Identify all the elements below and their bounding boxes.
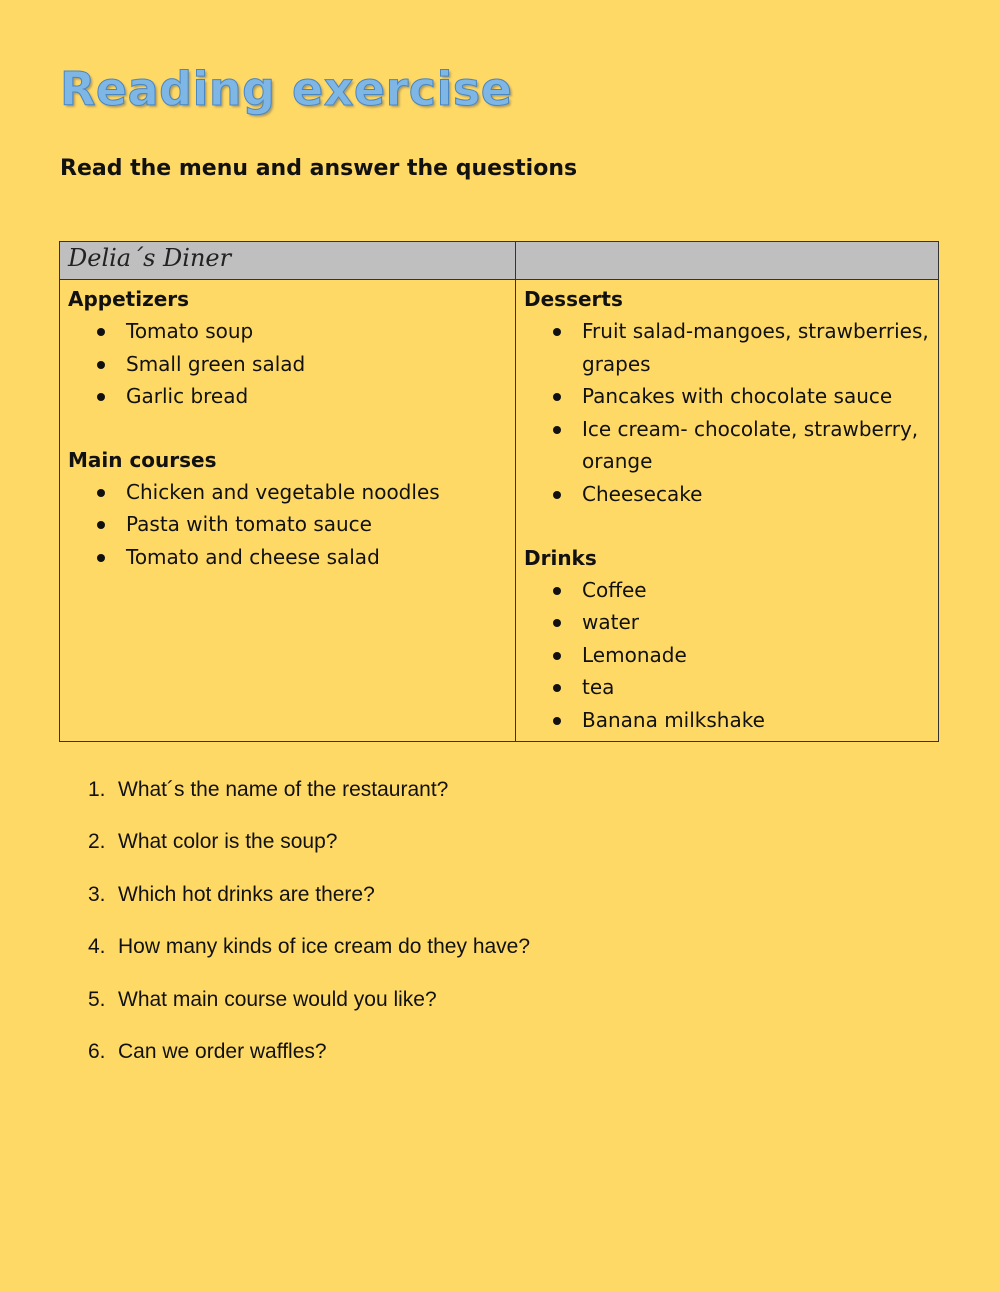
list-item: Garlic bread bbox=[126, 380, 507, 413]
restaurant-name-cell bbox=[60, 242, 516, 280]
question-number: 3. bbox=[88, 882, 106, 906]
list-item: Pasta with tomato sauce bbox=[126, 508, 507, 541]
list-item: Tomato and cheese salad bbox=[126, 541, 507, 574]
drinks-heading: Drinks bbox=[524, 545, 597, 570]
menu-left-column bbox=[60, 280, 516, 742]
menu-body-row bbox=[60, 280, 939, 742]
list-item: Cheesecake bbox=[582, 478, 930, 511]
question-item bbox=[88, 883, 530, 935]
instructions: Read the menu and answer the questions bbox=[60, 156, 578, 181]
main-courses-heading: Main courses bbox=[68, 447, 217, 472]
list-item: Lemonade bbox=[582, 639, 930, 672]
question-number: 1. bbox=[88, 778, 106, 801]
desserts-list bbox=[524, 315, 930, 511]
menu-right-column bbox=[516, 280, 939, 742]
list-item: Tomato soup bbox=[126, 315, 507, 348]
question-number: 6. bbox=[88, 1039, 106, 1063]
question-item bbox=[88, 935, 530, 987]
question-text: Which hot drinks are there? bbox=[118, 882, 375, 906]
page-title: Reading exercise bbox=[60, 62, 513, 116]
question-text: How many kinds of ice cream do they have? bbox=[118, 935, 531, 959]
restaurant-name: Delia´s Diner bbox=[68, 244, 232, 272]
question-item bbox=[88, 778, 530, 830]
appetizers-heading: Appetizers bbox=[68, 287, 190, 311]
drinks-list bbox=[524, 574, 930, 737]
list-item: Small green salad bbox=[126, 348, 507, 381]
desserts-heading: Desserts bbox=[524, 287, 623, 311]
list-item: Pancakes with chocolate sauce bbox=[582, 380, 930, 413]
list-item: Chicken and vegetable noodles bbox=[126, 476, 507, 509]
appetizers-list bbox=[68, 315, 507, 413]
main-courses-list bbox=[68, 476, 507, 574]
questions-list bbox=[88, 778, 530, 1092]
question-text: What´s the name of the restaurant? bbox=[118, 778, 449, 801]
empty-header-cell bbox=[516, 242, 939, 280]
list-item: Fruit salad-mangoes, strawberries, grapes bbox=[582, 315, 930, 380]
list-item: Banana milkshake bbox=[582, 704, 930, 737]
question-number: 2. bbox=[88, 830, 106, 854]
question-item bbox=[88, 1040, 530, 1092]
list-item: Ice cream- chocolate, strawberry, orange bbox=[582, 413, 930, 478]
list-item: water bbox=[582, 606, 930, 639]
question-text: What color is the soup? bbox=[118, 830, 338, 854]
question-text: What main course would you like? bbox=[118, 987, 437, 1011]
list-item: tea bbox=[582, 671, 930, 704]
list-item: Coffee bbox=[582, 574, 930, 607]
question-item bbox=[88, 988, 530, 1040]
question-number: 5. bbox=[88, 987, 106, 1011]
question-number: 4. bbox=[88, 935, 106, 959]
menu-table bbox=[59, 241, 939, 742]
menu-header-row bbox=[60, 242, 939, 280]
question-item bbox=[88, 830, 530, 882]
question-text: Can we order waffles? bbox=[118, 1039, 327, 1063]
